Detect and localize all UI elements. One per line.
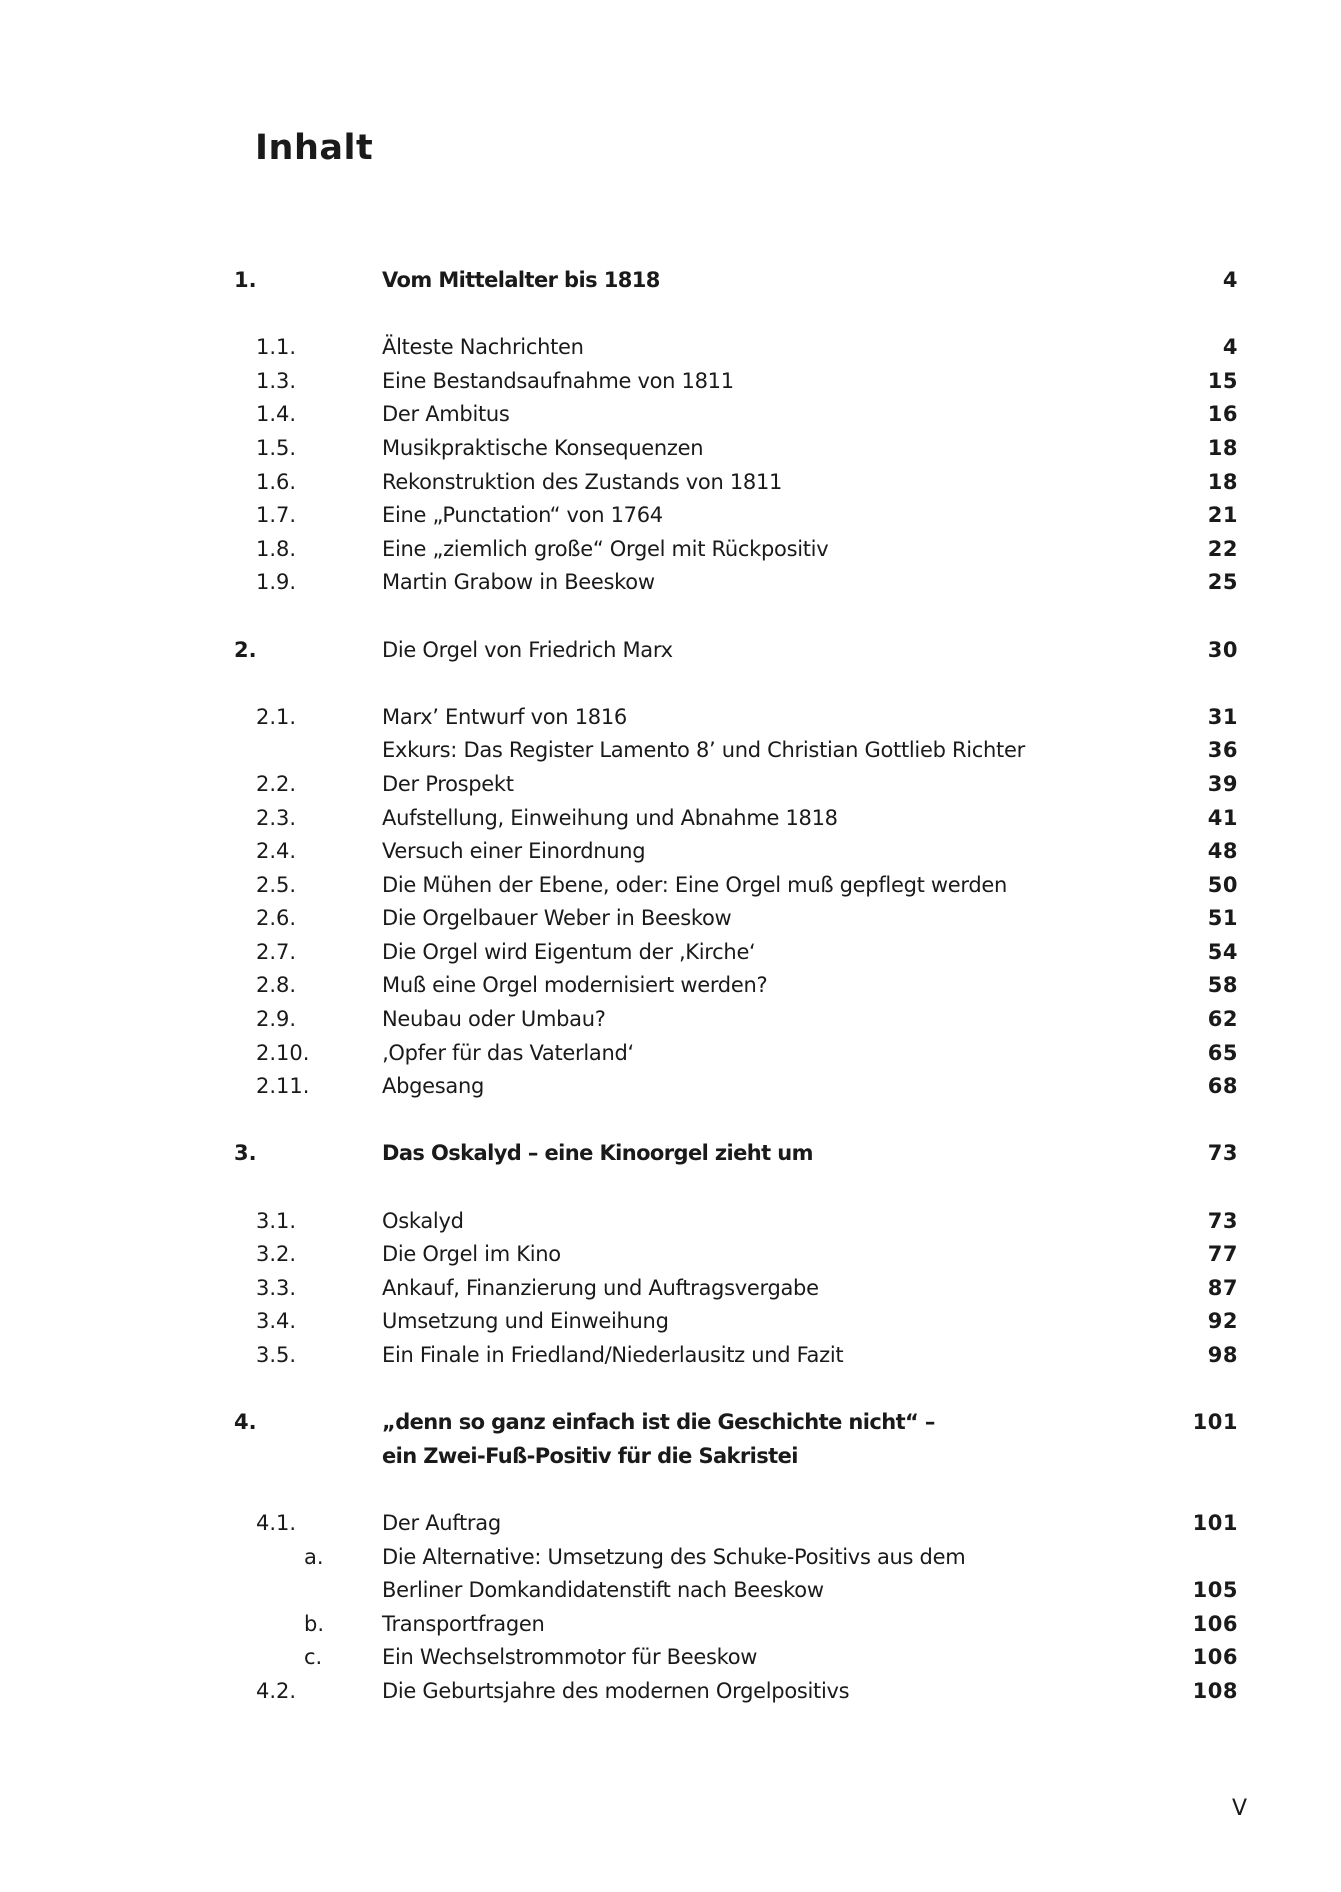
toc-section-row[interactable] [0, 1675, 1341, 1709]
toc-entry-title[interactable]: Neubau oder Umbau? [382, 1007, 606, 1032]
toc-entry-title[interactable]: Marx’ Entwurf von 1816 [382, 704, 627, 729]
toc-section-row[interactable] [0, 1238, 1341, 1272]
toc-entry-number: 2. [234, 637, 257, 662]
toc-entry-page: 77 [1207, 1242, 1238, 1267]
toc-entry-page: 16 [1207, 402, 1238, 427]
toc-chapter-row[interactable] [0, 264, 1341, 298]
toc-entry-page: 48 [1207, 839, 1238, 864]
toc-entry-number: 3.3. [256, 1275, 297, 1300]
toc-entry-title[interactable]: Das Oskalyd – eine Kinoorgel zieht um [382, 1141, 813, 1166]
toc-entry-title[interactable]: Transportfragen [382, 1611, 545, 1636]
toc-entry-page: 68 [1207, 1074, 1238, 1099]
toc-entry-number: 1.6. [256, 469, 297, 494]
toc-entry-number: 4.2. [256, 1678, 297, 1703]
toc-entry-number: 1.5. [256, 435, 297, 460]
toc-section-row[interactable] [0, 331, 1341, 365]
toc-entry-page: 101 [1192, 1510, 1238, 1535]
toc-chapter-row[interactable] [0, 634, 1341, 668]
toc-section-row[interactable] [0, 365, 1341, 399]
toc-section-row[interactable] [0, 869, 1341, 903]
toc-entry-page: 58 [1207, 973, 1238, 998]
toc-section-row[interactable] [0, 802, 1341, 836]
toc-entry-title[interactable]: Exkurs: Das Register Lamento 8’ und Christian Gottlieb Richter [382, 738, 1025, 763]
toc-entry-title[interactable]: Rekonstruktion des Zustands von 1811 [382, 469, 783, 494]
toc-entry-title[interactable]: Eine „Punctation“ von 1764 [382, 503, 663, 528]
toc-chapter-row[interactable] [0, 1440, 1341, 1474]
toc-entry-number: 2.6. [256, 906, 297, 931]
toc-entry-page: 62 [1207, 1007, 1238, 1032]
toc-entry-page: 105 [1192, 1578, 1238, 1603]
toc-entry-page: 92 [1207, 1309, 1238, 1334]
toc-entry-number: 2.1. [256, 704, 297, 729]
toc-entry-number: b. [304, 1611, 325, 1636]
toc-section-row[interactable] [0, 1003, 1341, 1037]
toc-entry-page: 18 [1207, 469, 1238, 494]
toc-subsection-row[interactable] [0, 1574, 1341, 1608]
toc-section-row[interactable] [0, 1272, 1341, 1306]
toc-entry-number: 3.5. [256, 1343, 297, 1367]
toc-entry-page: 41 [1207, 805, 1238, 830]
toc-section-row[interactable] [0, 936, 1341, 970]
toc-subsection-row[interactable] [0, 1608, 1341, 1642]
toc-spacer [0, 1373, 1341, 1407]
toc-section-row[interactable] [0, 1205, 1341, 1239]
toc-entry-title[interactable]: Ankauf, Finanzierung und Auftragsvergabe [382, 1275, 819, 1300]
toc-entry-title[interactable]: Die Orgel im Kino [382, 1242, 561, 1267]
toc-section-row[interactable] [0, 1305, 1341, 1339]
toc-spacer [0, 1171, 1341, 1205]
toc-entry-number: 2.3. [256, 805, 297, 830]
toc-entry-title[interactable]: Der Auftrag [382, 1510, 501, 1535]
toc-entry-page: 101 [1192, 1410, 1238, 1435]
toc-entry-page: 106 [1192, 1611, 1238, 1636]
toc-section-row[interactable] [0, 734, 1341, 768]
toc-entry-number: 1.8. [256, 536, 297, 561]
toc-entry-title[interactable]: ein Zwei-Fuß-Positiv für die Sakristei [382, 1443, 798, 1468]
toc-entry-title[interactable]: ‚Opfer für das Vaterland‘ [382, 1040, 634, 1065]
toc-spacer [0, 600, 1341, 634]
toc-entry-title[interactable]: Muß eine Orgel modernisiert werden? [382, 973, 768, 998]
toc-section-row[interactable] [0, 701, 1341, 735]
toc-entry-number: 2.2. [256, 771, 297, 796]
toc-entry-title[interactable]: Die Geburtsjahre des modernen Orgelpositivs [382, 1678, 850, 1703]
toc-entry-page: 25 [1207, 570, 1238, 595]
toc-section-row[interactable] [0, 432, 1341, 466]
toc-entry-title[interactable]: Älteste Nachrichten [382, 335, 584, 360]
toc-chapter-row[interactable] [0, 1137, 1341, 1171]
toc-section-row[interactable] [0, 466, 1341, 500]
toc-entry-title[interactable]: Die Mühen der Ebene, oder: Eine Orgel muß gepflegt werden [382, 872, 1008, 897]
toc-entry-number: 3.1. [256, 1208, 297, 1233]
toc-entry-number: 1.4. [256, 402, 297, 427]
toc-entry-page: 4 [1222, 335, 1238, 360]
toc-spacer [0, 1473, 1341, 1507]
toc-subsection-row[interactable] [0, 1641, 1341, 1675]
toc-entry-title[interactable]: Die Orgel wird Eigentum der ‚Kirche‘ [382, 939, 756, 964]
toc-spacer [0, 667, 1341, 701]
toc-subsection-row[interactable] [0, 1541, 1341, 1575]
toc-entry-page: 51 [1207, 906, 1238, 931]
toc-entry-title[interactable]: Die Alternative: Umsetzung des Schuke-Positivs aus dem [382, 1544, 966, 1569]
toc-entry-page: 108 [1192, 1678, 1238, 1703]
toc-entry-number: 4. [234, 1410, 257, 1435]
toc-section-row[interactable] [0, 1507, 1341, 1541]
toc-entry-page: 54 [1207, 939, 1238, 964]
toc-entry-page: 18 [1207, 435, 1238, 460]
toc-entry-number: 2.7. [256, 939, 297, 964]
toc-entry-number: 2.9. [256, 1007, 297, 1032]
toc-section-row[interactable] [0, 768, 1341, 802]
toc-entry-page: 21 [1207, 503, 1238, 528]
toc-entry-page: 39 [1207, 771, 1238, 796]
toc-entry-number: 1.1. [256, 335, 297, 360]
toc-entry-page: 106 [1192, 1645, 1238, 1670]
toc-entry-page: 73 [1207, 1208, 1238, 1233]
toc-entry-page: 98 [1207, 1343, 1238, 1367]
toc-entry-title[interactable]: Ein Finale in Friedland/Niederlausitz und Fazit [382, 1343, 844, 1367]
toc-section-row[interactable] [0, 566, 1341, 600]
toc-entry-number: 2.8. [256, 973, 297, 998]
toc-entry-number: 1.3. [256, 368, 297, 393]
toc-section-row[interactable] [0, 835, 1341, 869]
toc-entry-title[interactable]: Berliner Domkandidatenstift nach Beeskow [382, 1578, 824, 1603]
toc-entry-number: 2.5. [256, 872, 297, 897]
toc-entry-number: a. [304, 1544, 324, 1569]
toc-entry-title[interactable]: „denn so ganz einfach ist die Geschichte nicht“ – [382, 1410, 935, 1435]
toc-section-row[interactable] [0, 902, 1341, 936]
toc-entry-title[interactable]: Der Ambitus [382, 402, 510, 427]
toc-entry-title[interactable]: Eine Bestandsaufnahme von 1811 [382, 368, 734, 393]
toc-entry-number: 3.2. [256, 1242, 297, 1267]
toc-entry-number: 3.4. [256, 1309, 297, 1334]
toc-section-row[interactable] [0, 499, 1341, 533]
page-title: Inhalt [255, 128, 374, 168]
toc-entry-title[interactable]: Martin Grabow in Beeskow [382, 570, 655, 595]
toc-entry-page: 31 [1207, 704, 1238, 729]
toc-entry-number: 2.11. [256, 1074, 310, 1099]
toc-entry-page: 36 [1207, 738, 1238, 763]
page-number-folio: V [1232, 1796, 1248, 1821]
toc-entry-page: 65 [1207, 1040, 1238, 1065]
toc-entry-title[interactable]: Musikpraktische Konsequenzen [382, 435, 704, 460]
toc-entry-number: 1. [234, 268, 257, 292]
toc-entry-page: 4 [1222, 268, 1238, 292]
toc-entry-page: 22 [1207, 536, 1238, 561]
toc-entry-title[interactable]: Die Orgel von Friedrich Marx [382, 637, 673, 662]
toc-section-row[interactable] [0, 1037, 1341, 1071]
toc-entry-page: 73 [1207, 1141, 1238, 1166]
toc-entry-number: 3. [234, 1141, 257, 1166]
toc-section-row[interactable] [0, 398, 1341, 432]
toc-entry-page: 87 [1207, 1275, 1238, 1300]
toc-entry-title[interactable]: Der Prospekt [382, 771, 514, 796]
toc-entry-number: 4.1. [256, 1510, 297, 1535]
toc-section-row[interactable] [0, 969, 1341, 1003]
toc-entry-title[interactable]: Die Orgelbauer Weber in Beeskow [382, 906, 732, 931]
toc-section-row[interactable] [0, 533, 1341, 567]
toc-entry-number: c. [304, 1645, 323, 1670]
toc-section-row[interactable] [0, 1339, 1341, 1373]
toc-entry-title[interactable]: Abgesang [382, 1074, 484, 1099]
toc-section-row[interactable] [0, 1070, 1341, 1104]
toc-spacer [0, 298, 1341, 332]
table-of-contents [0, 264, 1341, 1709]
toc-entry-number: 2.4. [256, 839, 297, 864]
toc-entry-title[interactable]: Aufstellung, Einweihung und Abnahme 1818 [382, 805, 838, 830]
toc-entry-page: 30 [1207, 637, 1238, 662]
toc-entry-title[interactable]: Vom Mittelalter bis 1818 [382, 268, 660, 292]
toc-entry-title[interactable]: Eine „ziemlich große“ Orgel mit Rückpositiv [382, 536, 829, 561]
toc-entry-title[interactable]: Ein Wechselstrommotor für Beeskow [382, 1645, 758, 1670]
toc-entry-number: 1.7. [256, 503, 297, 528]
toc-entry-page: 15 [1207, 368, 1238, 393]
toc-chapter-row[interactable] [0, 1406, 1341, 1440]
toc-entry-title[interactable]: Oskalyd [382, 1208, 464, 1233]
toc-spacer [0, 1104, 1341, 1138]
toc-entry-page: 50 [1207, 872, 1238, 897]
toc-entry-title[interactable]: Umsetzung und Einweihung [382, 1309, 669, 1334]
toc-entry-number: 2.10. [256, 1040, 310, 1065]
toc-entry-number: 1.9. [256, 570, 297, 595]
toc-entry-title[interactable]: Versuch einer Einordnung [382, 839, 646, 864]
